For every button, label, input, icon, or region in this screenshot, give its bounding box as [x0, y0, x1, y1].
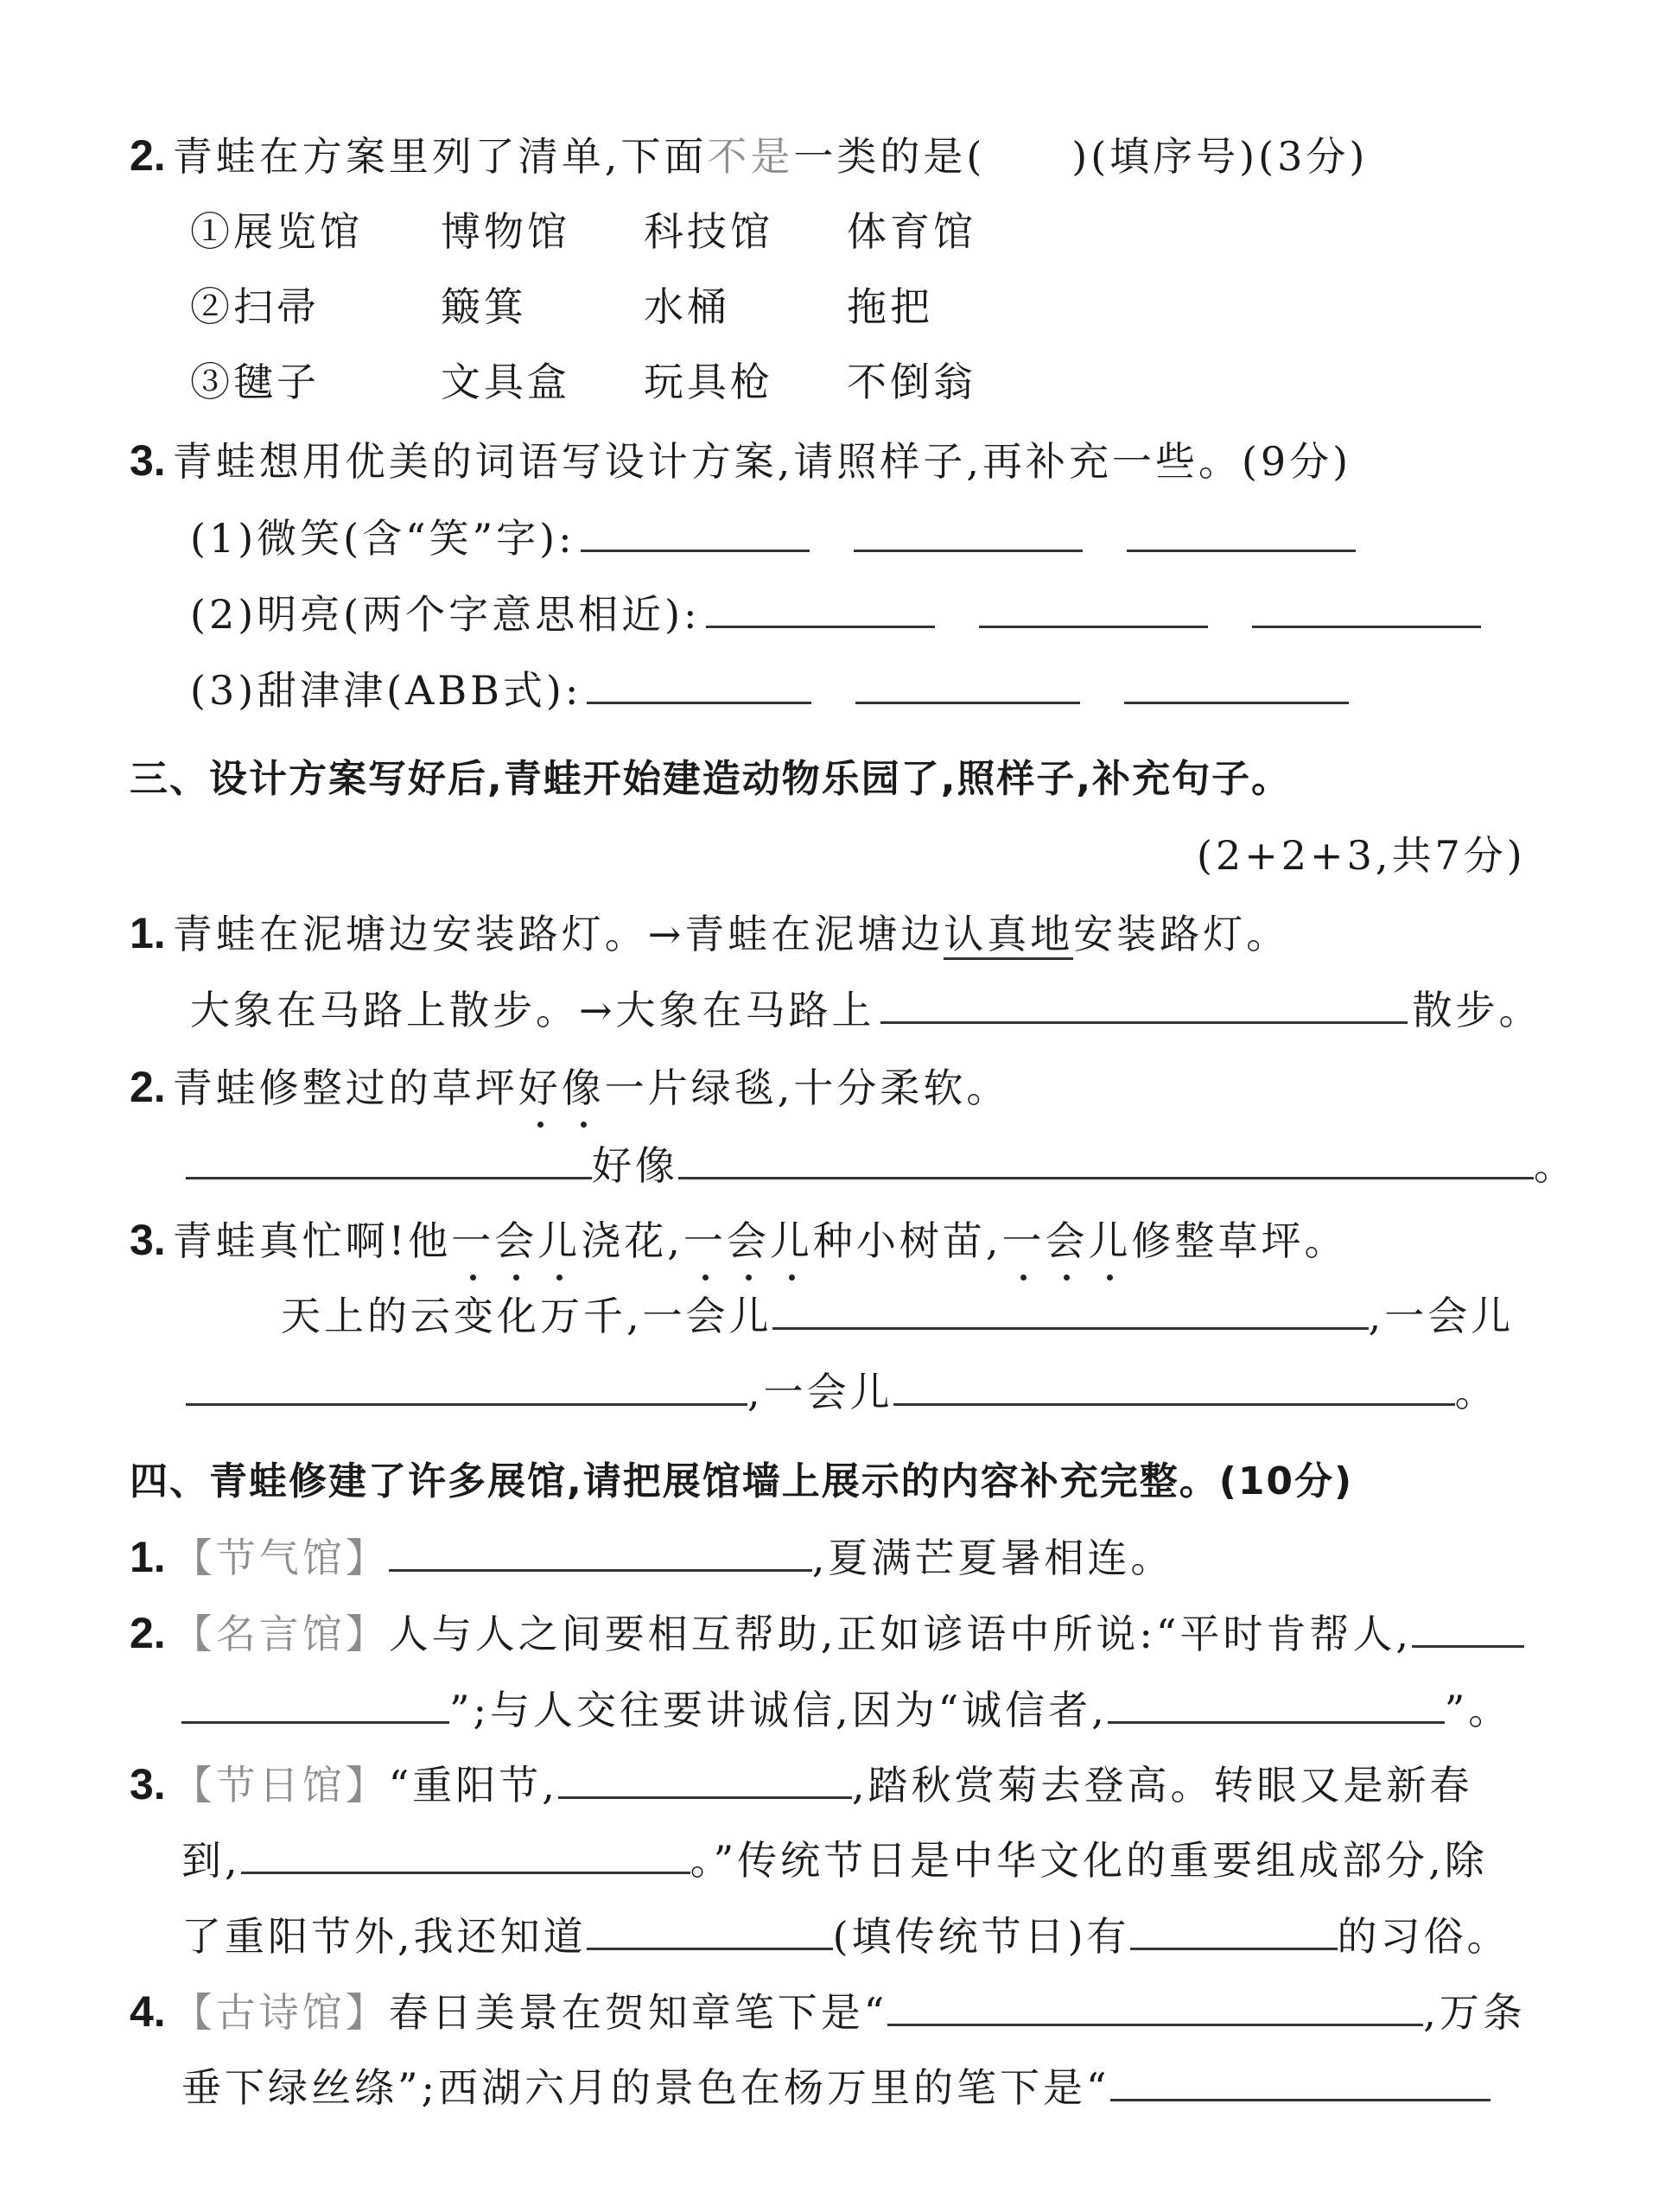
task-text: ,一会儿 — [747, 1369, 893, 1415]
option-item: 博物馆 — [441, 208, 570, 255]
answer-blank[interactable] — [854, 512, 1083, 552]
question-number: 1. — [130, 1533, 166, 1581]
underlined-example: 认真地 — [944, 911, 1073, 960]
question-text: 春日美景在贺知章笔下是“ — [388, 1989, 888, 2036]
question-text: 的习俗。 — [1337, 1913, 1510, 1960]
question-3 — [130, 435, 1351, 487]
dotted-char: 一 — [683, 1215, 727, 1267]
question-text: 青蛙在方案里列了清单,下面 — [172, 133, 708, 180]
option-item: 不倒翁 — [847, 359, 976, 405]
task-text: 天上的云变化万千,一会儿 — [281, 1293, 772, 1339]
example-text: 安装路灯。 — [1073, 911, 1290, 957]
option-item: 体育馆 — [847, 208, 976, 255]
option-item: 玩具枪 — [644, 359, 773, 405]
question-text: ”。 — [1444, 1687, 1512, 1733]
dotted-char: 像 — [562, 1062, 605, 1114]
question-text: 一类的是( — [793, 133, 986, 180]
dotted-char: 儿 — [770, 1215, 813, 1267]
question-text: ,夏满芒夏暑相连。 — [811, 1535, 1174, 1581]
section-3-score: (2+2+3,共7分) — [1197, 832, 1526, 879]
question-text: 。”传统节日是中华文化的重要组成部分,除 — [690, 1837, 1488, 1884]
dotted-char: 一 — [1001, 1215, 1045, 1267]
s3-question-2 — [130, 1061, 1009, 1114]
dotted-char: 好 — [518, 1062, 562, 1114]
dotted-char: 会 — [1045, 1215, 1088, 1267]
option-item: ③毽子 — [190, 359, 320, 405]
s4-question-3 — [130, 1758, 1472, 1811]
answer-blank[interactable] — [181, 1683, 449, 1724]
question-text: 青蛙修整过的草坪 — [172, 1065, 518, 1111]
question-number: 2. — [130, 1609, 166, 1657]
task-text: 大象在马路上散步。→大象在马路上 — [190, 987, 875, 1033]
item-label: (3)甜津津(ABB式): — [190, 667, 582, 714]
answer-blank[interactable] — [979, 588, 1208, 628]
question-text: 垂下绿丝绦”;西湖六月的景色在杨万里的笔下是“ — [181, 2064, 1110, 2111]
hall-tag: 【节日馆】 — [172, 1762, 389, 1808]
option-item: 文具盒 — [441, 359, 570, 405]
question-text: “重阳节, — [388, 1762, 558, 1808]
s4-q2-line2 — [181, 1683, 1511, 1736]
s3-question-1 — [130, 907, 1289, 960]
answer-blank[interactable] — [581, 512, 810, 552]
section-4-heading: 四、青蛙修建了许多展馆,请把展馆墙上展示的内容补充完整。(10分) — [130, 1459, 1354, 1503]
question-text: (填传统节日)有 — [832, 1913, 1130, 1960]
hall-tag: 【节气馆】 — [172, 1535, 389, 1581]
question-text: 一片绿毯,十分柔软。 — [604, 1065, 1010, 1111]
s4-q3-line3 — [181, 1910, 1510, 1962]
option-row-3 — [190, 356, 1050, 408]
s4-q3-line2 — [181, 1834, 1488, 1886]
dotted-char: 儿 — [1088, 1215, 1131, 1267]
question-text: 了重阳节外,我还知道 — [181, 1913, 587, 1960]
answer-blank[interactable] — [855, 664, 1080, 704]
answer-blank[interactable] — [558, 1758, 852, 1799]
answer-blank[interactable] — [1124, 664, 1349, 704]
s4-question-2 — [130, 1607, 1524, 1660]
question-text: 种小树苗, — [812, 1217, 1002, 1264]
question-number: 3. — [130, 1216, 166, 1264]
s3-q3-task-line2 — [186, 1365, 1498, 1418]
option-item: 拖把 — [847, 283, 933, 330]
question-number: 3. — [130, 436, 166, 485]
answer-blank[interactable] — [678, 1139, 1534, 1179]
item-label: (1)微笑(含“笑”字): — [190, 515, 575, 562]
option-row-1 — [190, 206, 1050, 257]
answer-blank[interactable] — [880, 983, 1408, 1024]
question-text: 到, — [181, 1837, 241, 1884]
answer-blank[interactable] — [1110, 2061, 1491, 2101]
task-text: ,一会儿 — [1368, 1293, 1515, 1339]
option-item: ②扫帚 — [190, 283, 320, 330]
answer-blank[interactable] — [893, 1365, 1455, 1406]
task-text: 散步。 — [1412, 987, 1542, 1033]
option-item: 科技馆 — [644, 208, 773, 255]
option-item: 簸箕 — [441, 283, 527, 330]
question-text: 青蛙想用优美的词语写设计方案,请照样子,再补充一些。(9分) — [172, 438, 1352, 485]
dotted-char: 会 — [727, 1215, 770, 1267]
dotted-char: 儿 — [537, 1215, 581, 1267]
s3-q2-task — [186, 1139, 1577, 1192]
dotted-char: 会 — [494, 1215, 537, 1267]
question-number: 2. — [130, 1063, 166, 1111]
s4-q4-line2 — [181, 2061, 1491, 2113]
question-number: 2. — [130, 131, 166, 180]
word-item-1 — [190, 512, 1361, 564]
s3-q3-task-line1 — [281, 1289, 1514, 1342]
option-item: 水桶 — [644, 283, 730, 330]
question-number: 1. — [130, 909, 166, 957]
question-text: ”;与人交往要讲诚信,因为“诚信者, — [449, 1687, 1108, 1733]
question-text: 修整草坪。 — [1131, 1217, 1348, 1264]
answer-blank[interactable] — [772, 1289, 1369, 1330]
answer-blank[interactable] — [1252, 588, 1481, 628]
answer-blank[interactable] — [389, 1531, 812, 1572]
option-row-2 — [190, 281, 1050, 333]
s4-question-1 — [130, 1531, 1173, 1584]
question-number: 3. — [130, 1760, 166, 1808]
section-3-heading: 三、设计方案写好后,青蛙开始建造动物乐园了,照样子,补充句子。 — [130, 757, 1292, 801]
task-text: 好像 — [592, 1142, 678, 1189]
emphasis-text: 不是 — [707, 133, 794, 180]
answer-blank[interactable] — [186, 1139, 592, 1179]
task-text: 。 — [1534, 1142, 1577, 1189]
hall-tag: 【古诗馆】 — [172, 1989, 389, 2036]
example-text: 青蛙在泥塘边安装路灯。→青蛙在泥塘边 — [172, 911, 944, 957]
question-text: ,万条 — [1423, 1989, 1526, 2036]
question-text: 青蛙真忙啊!他 — [172, 1217, 452, 1264]
word-item-2 — [190, 588, 1486, 640]
s4-question-4 — [130, 1986, 1526, 2038]
hall-tag: 【名言馆】 — [172, 1611, 389, 1657]
task-text: 。 — [1454, 1369, 1498, 1415]
answer-blank[interactable] — [1412, 1607, 1524, 1648]
question-2 — [130, 130, 1368, 182]
answer-blank[interactable] — [1130, 1910, 1338, 1950]
answer-blank[interactable] — [887, 1986, 1423, 2026]
dotted-char: 一 — [451, 1215, 494, 1267]
answer-blank[interactable] — [587, 664, 811, 704]
answer-blank[interactable] — [186, 1365, 747, 1406]
option-item: ①展览馆 — [190, 208, 363, 255]
question-text: ,踏秋赏菊去登高。转眼又是新春 — [851, 1762, 1473, 1808]
answer-blank[interactable] — [706, 588, 935, 628]
answer-blank[interactable] — [1108, 1683, 1445, 1724]
answer-blank[interactable] — [1127, 512, 1356, 552]
answer-blank[interactable] — [587, 1910, 833, 1950]
answer-blank[interactable] — [241, 1834, 690, 1874]
question-text: 人与人之间要相互帮助,正如谚语中所说:“平时肯帮人, — [388, 1611, 1412, 1657]
question-text: 浇花, — [581, 1217, 683, 1264]
question-number: 4. — [130, 1987, 166, 2036]
s3-q1-task — [190, 983, 1542, 1036]
word-item-3 — [190, 664, 1354, 716]
s3-question-3 — [130, 1214, 1347, 1267]
item-label: (2)明亮(两个字意思相近): — [190, 591, 701, 638]
question-text: )(填序号)(3分) — [1071, 133, 1369, 180]
